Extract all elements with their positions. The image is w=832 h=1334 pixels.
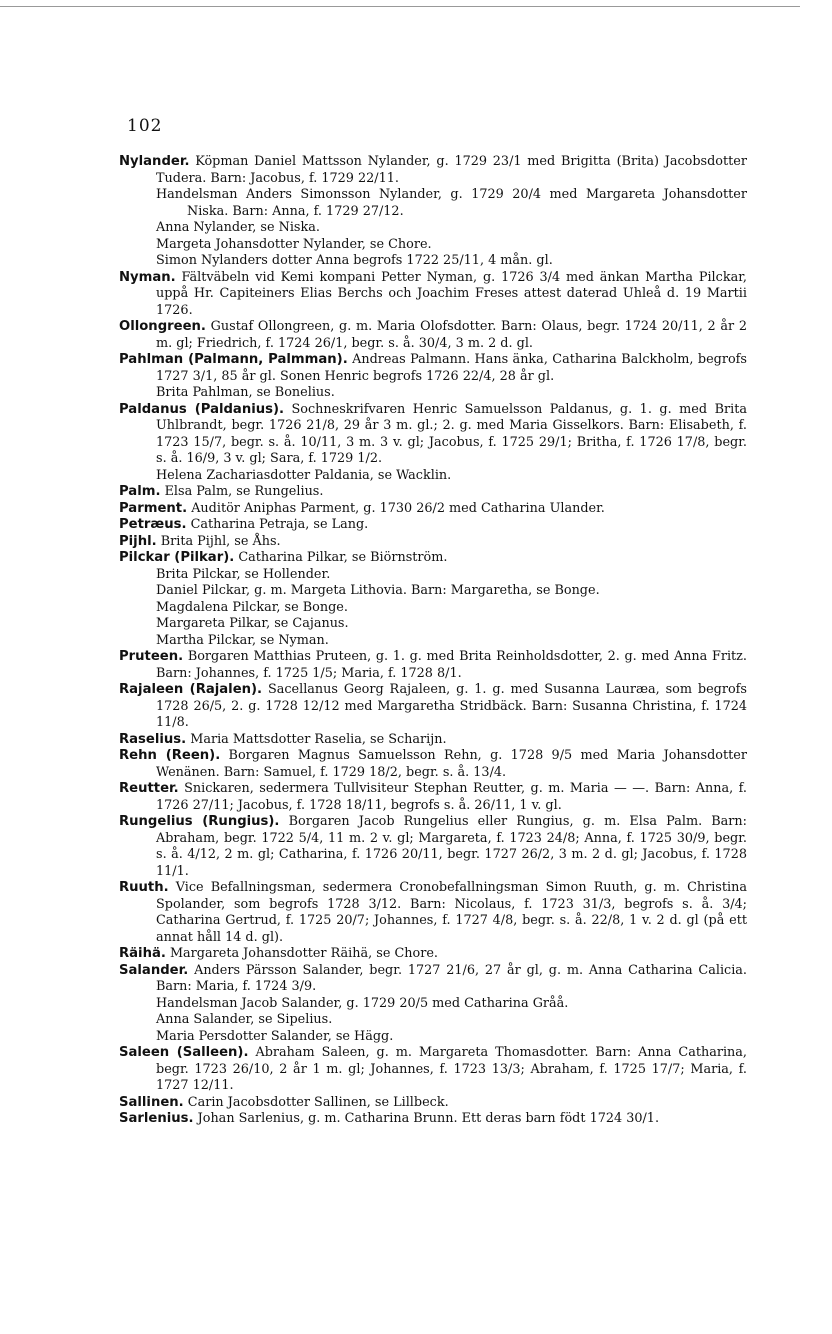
entry-text: Fältväbeln vid Kemi kompani Petter Nyman, g. 1726 3/4 med änkan Martha Pilckar, uppå Hr. Capiteiners Elias Berchs och Joachim Freses attest daterad Uhleå d. 19 Martii 1726.	[156, 269, 747, 318]
entry-text: Vice Befallningsman, sedermera Cronobefallningsman Simon Ruuth, g. m. Christina Spolander, som begrofs 1728 3/12. Barn: Nicolaus, f. 1723 31/3, begrofs s. å. 3/4; Catharina Gertrud, f. 1725 20/7; Johannes, f. 1727 4/8, begr. s. å. 22/8, 1 v. 2 d. gl (på ett annat håll 14 d. gl).	[156, 880, 747, 945]
headword: Sallinen.	[119, 1094, 184, 1110]
entry-text: Abraham Saleen, g. m. Margareta Thomasdotter. Barn: Anna Catharina, begr. 1723 26/10, 2 år 1 m. gl; Johannes, f. 1723 13/3; Abraham, f. 1725 17/7; Maria, f. 1727 12/11.	[156, 1045, 747, 1093]
headword: Ollongreen.	[119, 319, 206, 334]
entry-text: Anders Pärsson Salander, begr. 1727 21/6, 27 år gl, g. m. Anna Catharina Calicia. Barn: Maria, f. 1724 3/9.	[156, 962, 747, 994]
entry-text: Andreas Palmann. Hans änka, Catharina Balckholm, begrofs 1727 3/1, 85 år gl. Sonen Henric begrofs 1726 22/4, 28 år gl.	[156, 352, 747, 384]
headword: Paldanus (Paldanius).	[119, 401, 285, 417]
entry-subline: Handelsman Jacob Salander, g. 1729 20/5 med Catharina Gråå.	[156, 995, 569, 1011]
entry-ruuth	[119, 880, 747, 946]
headword: Ruuth.	[119, 880, 169, 895]
headword: Sarlenius.	[119, 1111, 194, 1126]
entry-nyman	[119, 270, 747, 320]
entry-subline: Daniel Pilckar, g. m. Margeta Lithovia. Barn: Margaretha, se Bonge.	[156, 583, 600, 598]
top-rule	[0, 6, 800, 7]
entry-text: Brita Pijhl, se Åhs.	[160, 533, 281, 549]
entry-subline: Maria Persdotter Salander, se Hägg.	[156, 1028, 394, 1044]
entry-sallinen	[119, 1095, 747, 1112]
entry-subline: Anna Nylander, se Niska.	[156, 220, 320, 235]
register-text	[119, 154, 747, 1128]
entry-text: Margareta Johansdotter Räihä, se Chore.	[169, 946, 438, 961]
headword: Raselius.	[119, 731, 187, 747]
entry-pilckar	[119, 550, 747, 567]
entry-pruteen	[119, 649, 747, 682]
entry-rungelius	[119, 814, 747, 880]
entry-petraeus	[119, 517, 747, 534]
headword: Saleen (Salleen).	[119, 1045, 249, 1060]
entry-nylander	[119, 154, 747, 187]
headword: Salander.	[119, 962, 189, 978]
entry-rajaleen	[119, 682, 747, 732]
entry-text: Auditör Aniphas Parment, g. 1730 26/2 med Catharina Ulander.	[191, 500, 605, 516]
entry-text: Gustaf Ollongreen, g. m. Maria Olofsdotter. Barn: Olaus, begr. 1724 20/11, 2 år 2 m. gl; Friedrich, f. 1724 26/1, begr. s. å. 30/4, 3 m. 2 d. gl.	[156, 319, 747, 351]
headword: Nyman.	[119, 269, 176, 285]
headword: Pijhl.	[119, 533, 157, 549]
headword: Nylander.	[119, 154, 190, 169]
entry-parment	[119, 501, 747, 518]
entry-text: Borgaren Matthias Pruteen, g. 1. g. med Brita Reinholdsdotter, 2. g. med Anna Fritz. Barn: Johannes, f. 1725 1/5; Maria, f. 1728 8/1.	[156, 649, 747, 681]
entry-subline: Margeta Johansdotter Nylander, se Chore.	[156, 236, 432, 252]
entry-rehn	[119, 748, 747, 781]
entry-subline: Brita Pahlman, se Bonelius.	[156, 385, 335, 400]
entry-text: Köpman Daniel Mattsson Nylander, g. 1729 23/1 med Brigitta (Brita) Jacobsdotter Tudera. Barn: Jacobus, f. 1729 22/11.	[156, 154, 747, 186]
entry-text: Snickaren, sedermera Tullvisiteur Stephan Reutter, g. m. Maria — —. Barn: Anna, f. 1726 27/11; Jacobus, f. 1728 18/11, begrofs s. å. 26/11, 1 v. gl.	[156, 781, 747, 813]
headword: Petræus.	[119, 517, 187, 532]
entry-text: Sacellanus Georg Rajaleen, g. 1. g. med Susanna Lauræa, som begrofs 1728 26/5, 2. g. 1728 12/12 med Margaretha Stridbäck. Barn: Susanna Christina, f. 1724 11/8.	[156, 682, 747, 730]
entry-text: Borgaren Magnus Samuelsson Rehn, g. 1728 9/5 med Maria Johansdotter Wenänen. Barn: Samuel, f. 1729 18/2, begr. s. å. 13/4.	[156, 748, 747, 780]
entry-text: Johan Sarlenius, g. m. Catharina Brunn. Ett deras barn födt 1724 30/1.	[197, 1111, 660, 1126]
headword: Pahlman (Palmann, Palmman).	[119, 352, 348, 367]
entry-subline: Helena Zachariasdotter Paldania, se Wacklin.	[156, 467, 452, 483]
headword: Rajaleen (Rajalen).	[119, 682, 263, 697]
entry-text: Catharina Petraja, se Lang.	[190, 517, 369, 532]
page-number: 102	[127, 116, 163, 136]
entry-paldanus	[119, 402, 747, 468]
entry-text: Maria Mattsdotter Raselia, se Scharijn.	[190, 731, 447, 747]
entry-salander	[119, 963, 747, 996]
headword: Pruteen.	[119, 649, 184, 664]
entry-subline: Anna Salander, se Sipelius.	[156, 1012, 333, 1027]
entry-subline: Simon Nylanders dotter Anna begrofs 1722 25/11, 4 mån. gl.	[156, 253, 553, 268]
entry-subline: Magdalena Pilckar, se Bonge.	[156, 599, 348, 615]
entry-subline: Martha Pilckar, se Nyman.	[156, 632, 329, 648]
entry-ollongreen	[119, 319, 747, 352]
entry-pahlman	[119, 352, 747, 385]
entry-text: Elsa Palm, se Rungelius.	[164, 484, 324, 499]
entry-text: Carin Jacobsdotter Sallinen, se Lillbeck.	[187, 1094, 449, 1110]
entry-sarlenius	[119, 1111, 747, 1128]
headword: Pilckar (Pilkar).	[119, 550, 235, 565]
headword: Reutter.	[119, 781, 179, 796]
entry-text: Sochneskrifvaren Henric Samuelsson Paldanus, g. 1. g. med Brita Uhlbrandt, begr. 1726 21/8, 29 år 3 m. gl.; 2. g. med Maria Gisselkors. Barn: Elisabeth, f. 1723 15/7, begr. s. å. 10/11, 3 m. 3 v. gl; Jacobus, f. 1725 29/1; Britha, f. 1726 17/8, begr. s. å. 16/9, 3 v. gl; Sara, f. 1729 1/2.	[156, 401, 747, 466]
entry-pijhl	[119, 534, 747, 551]
headword: Parment.	[119, 500, 188, 516]
entry-subline: Brita Pilckar, se Hollender.	[156, 566, 331, 582]
headword: Rungelius (Rungius).	[119, 814, 280, 829]
headword: Räihä.	[119, 946, 166, 961]
entry-subline: Margareta Pilkar, se Cajanus.	[156, 616, 349, 631]
entry-raiha	[119, 946, 747, 963]
headword: Rehn (Reen).	[119, 748, 221, 763]
entry-saleen	[119, 1045, 747, 1095]
headword: Palm.	[119, 484, 161, 499]
entry-raselius	[119, 732, 747, 749]
entry-reutter	[119, 781, 747, 814]
entry-text: Borgaren Jacob Rungelius eller Rungius, g. m. Elsa Palm. Barn: Abraham, begr. 1722 5/4, 11 m. 2 v. gl; Margareta, f. 1723 24/8; Anna, f. 1725 30/9, begr. s. å. 4/12, 2 m. gl; Catharina, f. 1726 20/11, begr. 1727 26/2, 3 m. 2 d. gl; Jacobus, f. 1728 11/1.	[156, 814, 747, 879]
entry-subline: Handelsman Anders Simonsson Nylander, g. 1729 20/4 med Margareta Johansdotter Niska. Barn: Anna, f. 1729 27/12.	[156, 187, 747, 219]
entry-text: Catharina Pilkar, se Biörnström.	[238, 550, 448, 565]
entry-palm	[119, 484, 747, 501]
